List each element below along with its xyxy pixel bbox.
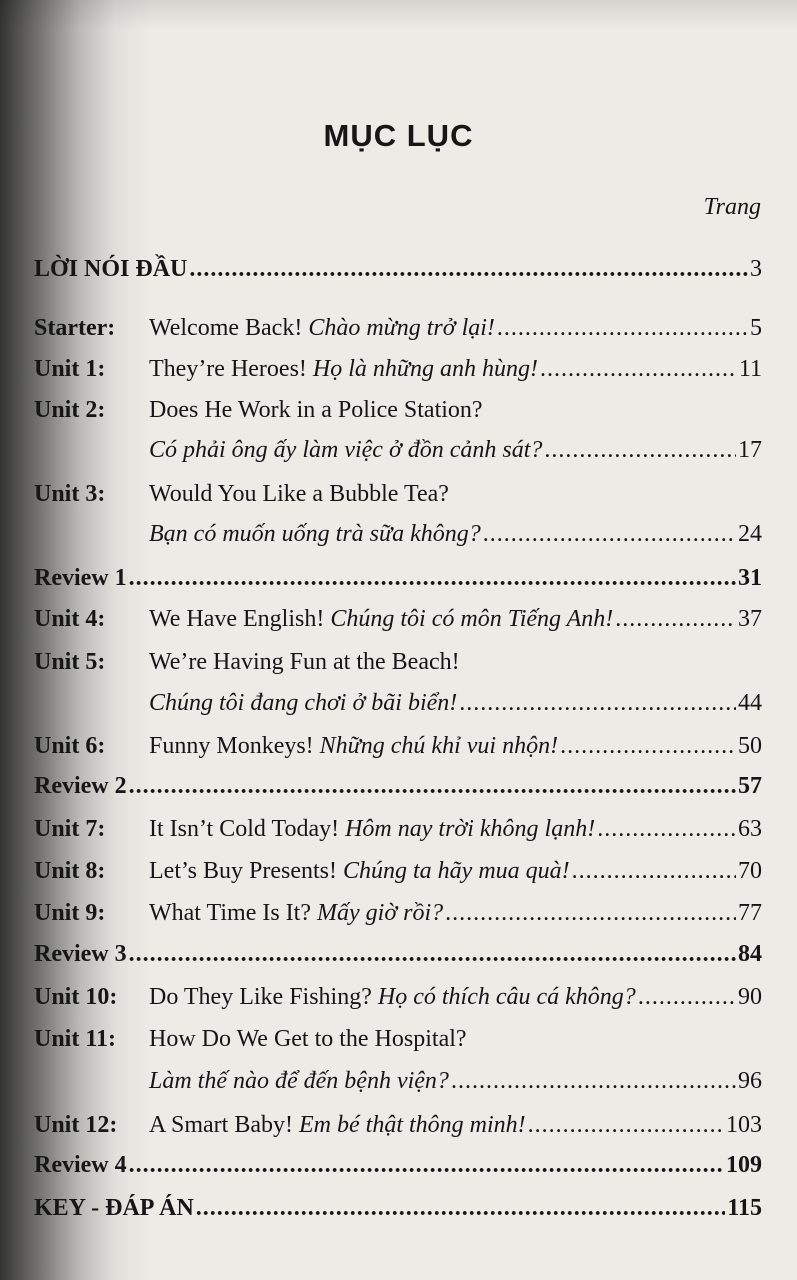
toc-entry-review-2	[34, 774, 762, 798]
entry-title	[149, 985, 636, 1009]
leader-dots	[638, 985, 736, 1009]
entry-title	[149, 817, 595, 841]
entry-label: Unit 12:	[34, 1112, 118, 1138]
entry-label: Review 4	[34, 1152, 127, 1178]
entry-title	[149, 357, 538, 381]
vietnamese-title: Chúng tôi đang chơi ở bãi biển!	[149, 690, 458, 716]
page-column-header: Trang	[703, 194, 761, 220]
leader-dots	[129, 566, 736, 590]
english-title: A Smart Baby!	[149, 1112, 299, 1138]
leader-dots	[544, 438, 736, 462]
entry-label: Review 3	[34, 941, 127, 967]
entry-label: Unit 4:	[34, 606, 106, 632]
leader-dots	[528, 1113, 724, 1137]
leader-dots	[189, 257, 748, 281]
toc-entry-unit-3	[34, 482, 762, 506]
english-title: What Time Is It?	[149, 900, 317, 926]
toc-entry-unit-10	[34, 985, 762, 1009]
toc-entry-unit-5-vi	[34, 691, 762, 715]
leader-dots	[540, 357, 737, 381]
toc-entry-unit-1	[34, 357, 762, 381]
vietnamese-title: Những chú khỉ vui nhộn!	[319, 733, 559, 759]
toc-heading: LỜI NÓI ĐẦU	[34, 256, 188, 282]
page-number: 96	[738, 1068, 762, 1094]
english-title: It Isn’t Cold Today!	[149, 816, 346, 842]
english-title: Funny Monkeys!	[149, 733, 320, 759]
entry-label: Unit 10:	[34, 984, 118, 1010]
leader-dots	[483, 522, 736, 546]
toc-entry-unit-4	[34, 607, 762, 631]
leader-dots	[129, 942, 736, 966]
page-number: 24	[738, 521, 762, 547]
english-title: Welcome Back!	[149, 315, 309, 341]
page-title: MỤC LỤC	[323, 118, 474, 153]
english-title: Would You Like a Bubble Tea?	[149, 481, 449, 507]
entry-label: Unit 6:	[34, 733, 106, 759]
english-title: Does He Work in a Police Station?	[149, 397, 483, 423]
toc-entry-review-4	[34, 1153, 762, 1177]
page-number: 63	[738, 816, 762, 842]
entry-title	[149, 901, 443, 925]
toc-entry-unit-11-vi	[34, 1069, 762, 1093]
leader-dots	[597, 817, 736, 841]
page-number: 17	[738, 437, 762, 463]
toc-entry-unit-11	[34, 1027, 762, 1051]
toc-entry-unit-3-vi	[34, 522, 762, 546]
toc-entry-unit-8	[34, 859, 762, 883]
toc-entry-unit-9	[34, 901, 762, 925]
vietnamese-title: Có phải ông ấy làm việc ở đồn cảnh sát?	[149, 437, 543, 463]
english-title: Let’s Buy Presents!	[149, 858, 343, 884]
vietnamese-title: Mấy giờ rồi?	[317, 900, 444, 926]
page-number: 57	[738, 773, 762, 799]
toc-entry-starter	[34, 316, 762, 340]
page-number: 5	[750, 315, 762, 341]
entry-label: Unit 1:	[34, 356, 106, 382]
vietnamese-title: Em bé thật thông minh!	[299, 1112, 526, 1138]
leader-dots	[129, 774, 736, 798]
page-number: 77	[738, 900, 762, 926]
leader-dots	[572, 859, 736, 883]
leader-dots	[196, 1196, 726, 1220]
leader-dots	[459, 691, 736, 715]
page-number: 115	[727, 1195, 762, 1221]
page-number: 50	[738, 733, 762, 759]
toc-entry-unit-12	[34, 1113, 762, 1137]
leader-dots	[560, 734, 736, 758]
toc-entry-unit-7	[34, 817, 762, 841]
page-number: 103	[726, 1112, 762, 1138]
toc-entry-preface	[34, 257, 762, 281]
vietnamese-title: Họ có thích câu cá không?	[377, 984, 636, 1010]
toc-entry-unit-2-vi	[34, 438, 762, 462]
entry-label: Review 1	[34, 565, 127, 591]
toc-entry-unit-5	[34, 650, 762, 674]
entry-label: Unit 8:	[34, 858, 106, 884]
page-number: 11	[738, 356, 762, 382]
leader-dots	[615, 607, 736, 631]
entry-label: KEY - ĐÁP ÁN	[34, 1195, 194, 1221]
vietnamese-title: Chúng ta hãy mua quà!	[342, 858, 570, 884]
leader-dots	[445, 901, 736, 925]
english-title: We Have English!	[149, 606, 331, 632]
entry-title	[149, 859, 570, 883]
toc-entry-unit-2	[34, 398, 762, 422]
entry-label: Review 2	[34, 773, 127, 799]
entry-label: Starter:	[34, 315, 116, 341]
page-number: 31	[738, 565, 762, 591]
toc-entry-review-3	[34, 942, 762, 966]
page-number: 84	[738, 941, 762, 967]
page-number: 44	[738, 690, 762, 716]
leader-dots	[451, 1069, 736, 1093]
entry-label: Unit 2:	[34, 397, 106, 423]
entry-title	[149, 734, 558, 758]
vietnamese-title: Họ là những anh hùng!	[312, 356, 539, 382]
vietnamese-title: Chúng tôi có môn Tiếng Anh!	[330, 606, 614, 632]
leader-dots	[129, 1153, 724, 1177]
leader-dots	[497, 316, 748, 340]
vietnamese-title: Hôm nay trời không lạnh!	[345, 816, 596, 842]
entry-label: Unit 5:	[34, 649, 106, 675]
toc-entry-review-1	[34, 566, 762, 590]
entry-title	[149, 316, 495, 340]
entry-label: Unit 3:	[34, 481, 106, 507]
vietnamese-title: Chào mừng trở lại!	[308, 315, 495, 341]
entry-title	[149, 1113, 526, 1137]
entry-label: Unit 9:	[34, 900, 106, 926]
toc-entry-unit-6	[34, 734, 762, 758]
entry-label: Unit 7:	[34, 816, 106, 842]
entry-title	[149, 607, 613, 631]
vietnamese-title: Bạn có muốn uống trà sữa không?	[149, 521, 481, 547]
page-number: 37	[738, 606, 762, 632]
page-number: 3	[750, 256, 762, 282]
english-title: Do They Like Fishing?	[149, 984, 378, 1010]
page-number: 70	[738, 858, 762, 884]
vietnamese-title: Làm thế nào để đến bệnh viện?	[149, 1068, 449, 1094]
entry-label: Unit 11:	[34, 1026, 117, 1052]
page-number: 109	[726, 1152, 762, 1178]
english-title: How Do We Get to the Hospital?	[149, 1026, 467, 1052]
page-number: 90	[738, 984, 762, 1010]
toc-entry-answer-key	[34, 1196, 762, 1220]
english-title: We’re Having Fun at the Beach!	[149, 649, 460, 675]
english-title: They’re Heroes!	[149, 356, 313, 382]
